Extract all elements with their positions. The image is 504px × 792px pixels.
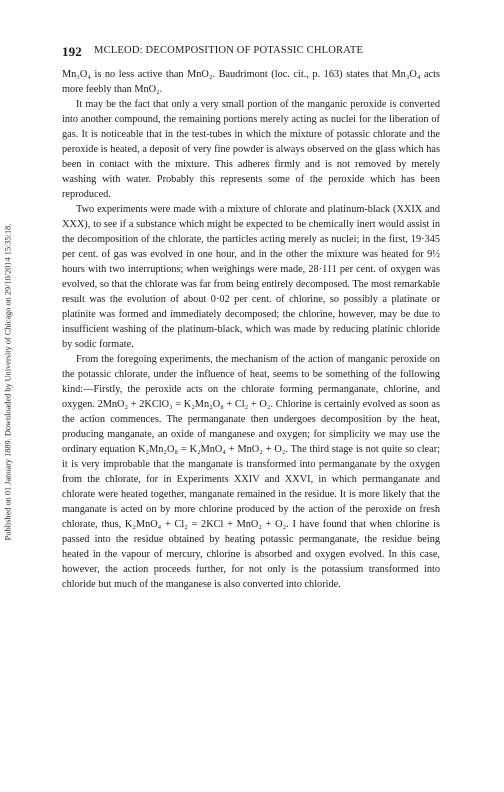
running-title: MCLEOD: DECOMPOSITION OF POTASSIC CHLORATE <box>94 45 364 56</box>
paragraph-mechanism: From the foregoing experiments, the mechanism of the action of manganic peroxide on the potassic chlorate, under the influence of heat, seems to be something of the following kind:—Firstly, the peroxide acts on the chlorate forming permanganate, chlorine, and oxygen. 2MnO₂ + 2KClO₃ = K₂Mn₂O₈ + Cl₂ + O₂. Chlorine is certainly evolved as soon as the action commences. The permanganate then undergoes decomposition by the heat, producing manganate, an oxide of manganese and oxygen; for simplicity we may use the ordinary equation K₂Mn₂O₈ = K₂MnO₄ + MnO₂ + O₂. The third stage is not quite so clear; it is very improbable that the manganate is transformed into permanganate by the oxygen from the chlorate, for in Experiments XXIV and XXVI, in which permanganate and chlorate were heated together, manganate remained in the residue. It is more likely that the manganate is acted on by more chlorine produced by the action of the peroxide on fresh chlorate, thus, K₂MnO₄ + Cl₂ = 2KCl + MnO₂ + O₂. I have found that when chlorine is passed into the residue obtained by heating potassic permanganate, the residue being heated in the vapour of mercury, chlorine is absorbed and oxygen evolved. In this case, however, the action proceeds further, for not only is the potassium transformed into chloride but much of the manganese is also converted into chloride. <box>62 354 440 590</box>
paragraph-peroxide-nuclei: It may be the fact that only a very small portion of the manganic peroxide is converted into another compound, the remaining portions merely acting as nuclei for the liberation of gas. It is noticeable that in the test-tubes in which the mixture of potassic chlorate and the peroxide is heated, a deposit of very fine powder is always observed on the glass which has been in contact with the mixture. This adheres firmly and is not removed by merely washing with water. Probably this represents some of the peroxide which has been reproduced. <box>62 99 440 200</box>
page-number: 192 <box>62 44 82 59</box>
download-watermark-text: Published on 01 January 1889. Downloaded by University of Chicago on 29/10/2014 15:35:18. <box>3 223 13 541</box>
download-watermark <box>3 82 13 682</box>
article-body <box>62 67 440 592</box>
paragraph-platinum-black: Two experiments were made with a mixture of chlorate and platinum-black (XXIX and XXX), to see if a substance which might be expected to be chemically inert would assist in the decomposition of the chlorate, the particles acting merely as nuclei; in the first, 19·345 per cent. of gas was evolved in one hour, and in the other the mixture was heated for 9½ hours with two interruptions; when weighings were made, 28·111 per cent. of oxygen was evolved, so that the chlorate was far from being entirely decomposed. The most remarkable result was the evolution of about 0·02 per cent. of chlorine, so possibly a platinate or platinite was formed and immediately decomposed; the chlorine, however, may be due to insufficient washing of the platinum-black, which was made by reducing platinic chloride by sodic formate. <box>62 204 440 350</box>
page-header <box>62 44 440 60</box>
paragraph-continuation: Mn₃O₄ is no less active than MnO₂. Baudrimont (loc. cit., p. 163) states that Mn₃O₄ acts more feebly than MnO₂. <box>62 69 440 95</box>
